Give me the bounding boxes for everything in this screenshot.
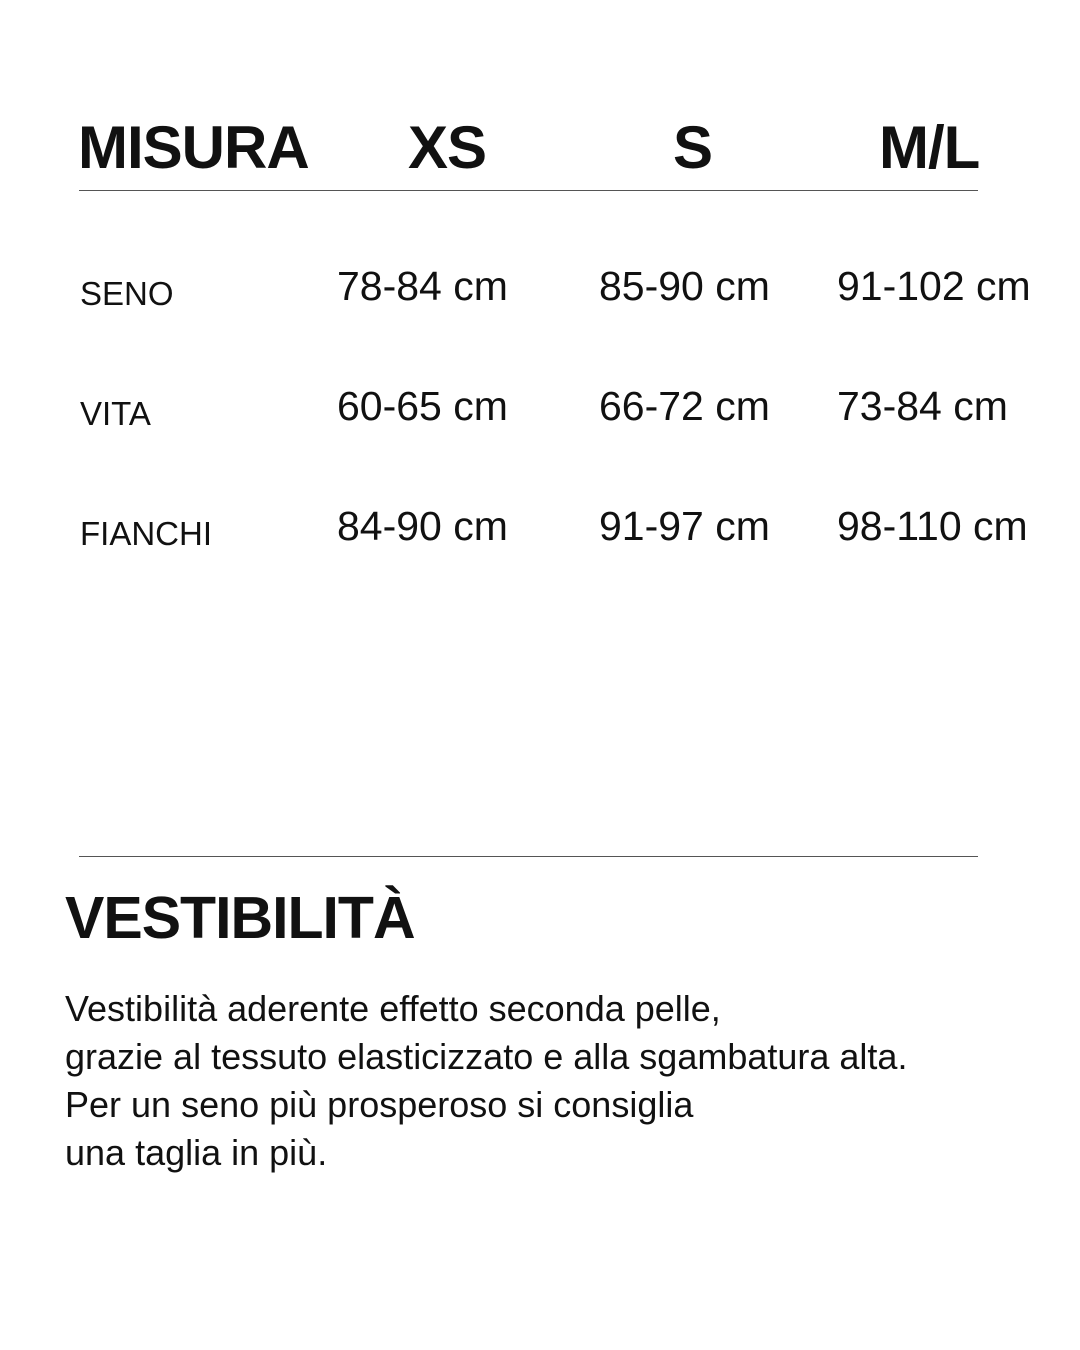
fit-description-line: grazie al tessuto elasticizzato e alla sgambatura alta. bbox=[65, 1036, 908, 1077]
fit-description-line: Vestibilità aderente effetto seconda pelle, bbox=[65, 988, 721, 1029]
table-cell: 84-90 cm bbox=[337, 503, 508, 549]
fit-description bbox=[65, 985, 1065, 1177]
fit-section-title: VESTIBILITÀ bbox=[65, 885, 415, 951]
table-cell: 91-97 cm bbox=[599, 503, 770, 549]
fit-description-line: una taglia in più. bbox=[65, 1132, 328, 1173]
size-header-s: S bbox=[673, 114, 713, 181]
row-label: SENO bbox=[80, 275, 174, 312]
table-row-seno bbox=[0, 256, 1080, 316]
size-column-header-label: MISURA bbox=[78, 114, 309, 181]
table-cell: 73-84 cm bbox=[837, 383, 1008, 429]
table-row-vita bbox=[0, 376, 1080, 436]
table-cell: 98-110 cm bbox=[837, 503, 1028, 549]
header-divider bbox=[79, 190, 978, 191]
table-cell: 60-65 cm bbox=[337, 383, 508, 429]
table-cell: 66-72 cm bbox=[599, 383, 770, 429]
size-header-xs: XS bbox=[408, 114, 487, 181]
row-label: VITA bbox=[80, 395, 151, 432]
row-label: FIANCHI bbox=[80, 515, 212, 552]
size-header-ml: M/L bbox=[879, 114, 980, 181]
section-divider bbox=[79, 856, 978, 857]
table-cell: 85-90 cm bbox=[599, 263, 770, 309]
fit-description-line: Per un seno più prosperoso si consiglia bbox=[65, 1084, 694, 1125]
table-row-fianchi bbox=[0, 496, 1080, 556]
table-cell: 78-84 cm bbox=[337, 263, 508, 309]
size-table-header bbox=[0, 108, 1080, 188]
table-cell: 91-102 cm bbox=[837, 263, 1031, 309]
